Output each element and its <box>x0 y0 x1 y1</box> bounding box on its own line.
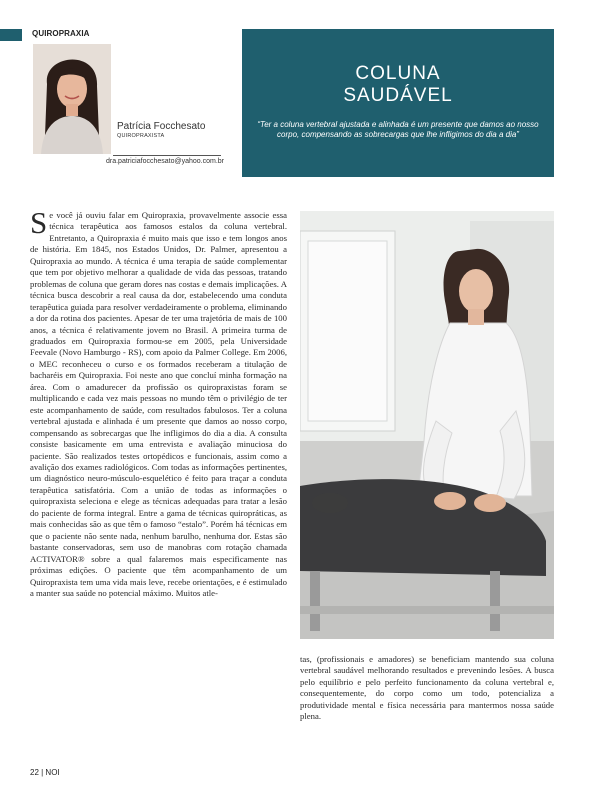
author-portrait <box>33 44 111 154</box>
headline-quote: “Ter a coluna vertebral ajustada e alinhada é um presente que damos ao nosso corpo, compensando as sobrecargas que lhe infligimos do dia a dia” <box>257 120 539 139</box>
headline-title-line2: SAUDÁVEL <box>343 85 453 106</box>
page-folio: 22 | NOI <box>30 768 60 777</box>
article-dropcap: S <box>30 205 48 240</box>
author-portrait-illustration <box>33 44 111 154</box>
headline-title <box>242 63 554 107</box>
author-name: Patrícia Focchesato <box>117 121 206 132</box>
author-role: QUIROPRAXISTA <box>117 133 165 139</box>
section-label: QUIROPRAXIA <box>32 29 90 38</box>
article-column-1 <box>30 205 287 599</box>
author-divider <box>113 155 221 156</box>
article-column-1-text: e você já ouviu falar em Quiropraxia, provavelmente associe essa técnica terapêutica aos famosos estalos da coluna vertebral. Entretanto, a Quiropraxia é muito mais que isso e tem longos anos de história. Em 1845, nos Estados Unidos, Dr. Palmer, apresentou a Quiropraxia ao mundo. A técnica é uma terapia de saúde complementar que tem por objetivo melhorar a qualidade de vida das pessoas, tratando problemas de coluna que geram dores nas costas e demais implicações. A técnica busca descobrir a real causa da dor, estabelecendo uma conduta terapêutica guiada para resolver verdadeiramente o problema, eliminando a dor da rotina dos pacientes. Apesar de ter uma trajetória de mais de 100 anos, a técnica é relativamente jovem no Brasil. A primeira turma de graduados em Quiropraxia formou-se em 2005, pela Universidade Feevale (Novo Hamburgo - RS), com apoio da Palmer College. Em 2006, o MEC reconheceu o curso e os formados receberam a titulação de bacharéis em Quiropraxia. Foi neste ano que concluí minha formação na área. Com o amadurecer da profissão os quiropraxistas foram se multiplicando e cada vez mais pessoas no mundo têm o privilégio de ter este acompanhamento de saúde, com resultados fabulosos. Ter a coluna vertebral ajustada e alinhada é um presente que damos ao nosso corpo, compensando as sobrecargas que lhe infligimos do dia a dia. A consulta consiste basicamente em uma entrevista e avaliação minuciosa do paciente. São realizados testes ortopédicos e funcionais, assim como a avalição dos exames radiológicos. Com todas as informações pertinentes, um diagnóstico neuro-músculo-esquelético é feito para traçar a conduta terapêutica satisfatória. Com a união de todas as informações o quiropraxista seleciona e elege as técnicas adequadas para tratar a lesão do paciente de forma integral. Entre a gama de técnicas quiropráticas, as mais conhecidas são as que têm o famoso “estalo”. Porém há técnicas em que o paciente não sente nada, nenhum barulho, nenhuma dor. Estas são bastante conservadoras, sem uso de manobras com rotação chamada ACTIVATOR® sobre a qual falaremos mais especificamente nas próximas edições. O paciente que têm acompanhamento de um Quiropraxista tem uma vida mais leve, recebe orientações, e é estimulado a manter sua saúde no potencial máximo. Muitos atle- <box>30 210 287 598</box>
chiropractic-session-illustration <box>300 211 554 639</box>
section-color-bar <box>0 29 22 41</box>
article-column-2: tas, (profissionais e amadores) se beneficiam mantendo sua coluna vertebral saudável melhorando resultados e prevenindo lesões. A busca pelo equilíbrio e pelo perfeito funcionamento da coluna vertebral e, consequentemente, do corpo como um todo, potencializa a produtividade mental e física necessária para mantermos nossa saúde plena. <box>300 654 554 722</box>
article-photo <box>300 211 554 639</box>
author-email[interactable]: dra.patriciafocchesato@yahoo.com.br <box>106 158 224 165</box>
headline-title-line1: COLUNA <box>355 63 441 84</box>
